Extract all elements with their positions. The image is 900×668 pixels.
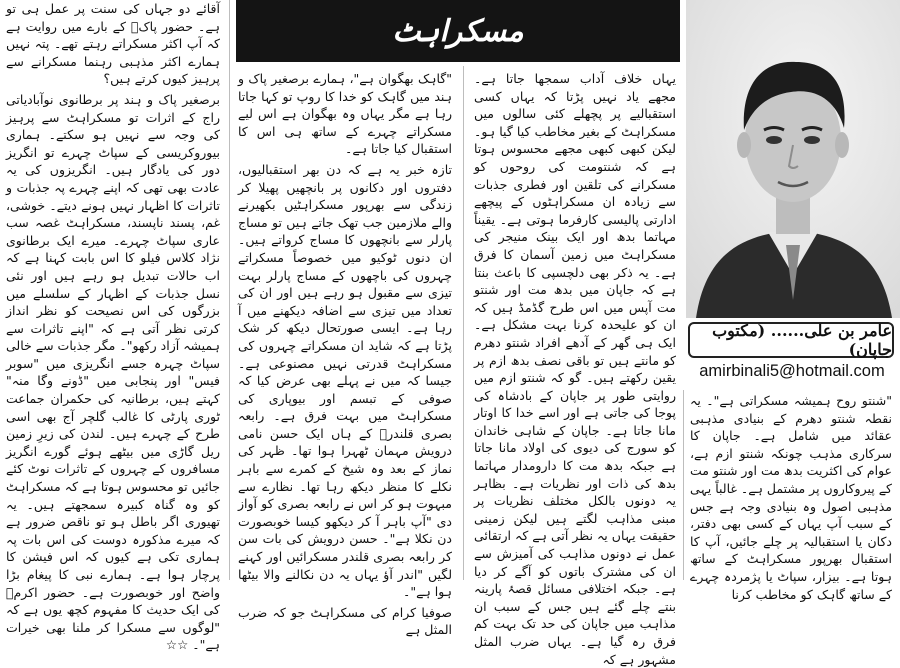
- paragraph: آقائے دو جہاں کی سنت پر عمل ہی تو ہے۔ حضور پاکؐ کے بارے میں روایت ہے کہ آپ اکثر مسکراتے رہتے تھے۔ پتہ نہیں ہمارے اکثر مذہبی رہنما مسکرانے سے پرہیز کیوں کرتے ہیں؟: [6, 1, 220, 87]
- paragraph: "شنتو روح ہمیشہ مسکراتی ہے"۔ یہ نقطہ شنتو دھرم کے بنیادی مذہبی عقائد میں شامل ہے۔ جاپان کا سرکاری مذہب چونکہ شنتو ازم ہے، عوام کی اکثریت بدھ مت اور شنتو مت کے پیروکاروں پر مشتمل ہے۔ غالباً یہی مذہبی اصول وہ بنیادی وجہ ہے جس کے سبب آپ یہاں کے کسی بھی دفتر، دکان یا استقبالیہ پر چلے جائیں، آپ کا استقبال بھرپور مسکراہٹ کے ساتھ ہوتا ہے۔ بیزار، سپاٹ یا پژمردہ چہرے کے ساتھ گاہک کو مخاطب کرنا: [690, 393, 892, 602]
- column-divider: [229, 0, 230, 580]
- author-byline: عامر بن علی...... (مکتوب جاپان): [712, 321, 892, 359]
- article-title: مسکراہٹ: [392, 13, 524, 49]
- author-portrait-illustration: [686, 0, 900, 318]
- article-column-1: [682, 392, 900, 602]
- author-byline-box: [688, 322, 894, 358]
- article-column-3: [232, 70, 458, 638]
- paragraph: برصغیر پاک و ہند پر برطانوی نوآبادیاتی راج کے اثرات تو مسکراہٹ سے پرہیز کی وجہ سے نہیں ہو سکتے۔ ہماری بیوروکریسی کے سپاٹ چہرے تو انگریز دور کی یادگار ہیں۔ انگریزوں کی یہ عادت بھی تھی کہ اپنے چہرے پہ جذبات و تاثرات کا اظہار نہیں ہونے دیتے۔ خوشی، غم، پسند ناپسند، مسکراہٹ غصہ سب عاری سپاٹ چہرے۔ میرے ایک برطانوی نژاد کلاس فیلو کا اس بابت کہنا ہے کہ اب حالات تبدیل ہو رہے ہیں اور نئی نسل جذبات کے اظہار کے سلسلے میں بزرگوں کی اس نصیحت کو نظر انداز کرتی نظر آتی ہے کہ "اپنے تاثرات سے ہمیشہ آزاد رکھو"۔ مگر جذبات سے خالی سپاٹ چہرہ جسے انگریزی میں "سوبر فیس" اور پنجابی میں "ڈونے وگا منہ" کہتے ہیں، برطانیہ کی حکمران جماعت ٹوری پارٹی کا غالب گلچر آج بھی اسی طرح کے چہرے ہیں۔ لندن کی زیرِ زمین ریل گاڑی میں بیٹھے ہوئے گورے انگریز مسافروں کے چہروں کے تاثرات نوٹ کئے جائیں تو محسوس ہوتا ہے کہ مسکراہٹ کو وہ گناہ کبیرہ سمجھتے ہیں۔ یہ تھیوری اگر باطل ہو تو ناقص ضرور ہے کہ میرے مذکورہ دوست کی اس بات پہ ہماری تکی ہے کیوں کہ اس فیشن کا پرچار ہوا ہے۔ ہمارے نبی کا پیغام بڑا واضح اور خوبصورت ہے۔ حضور اکرمؐ کی ایک حدیث کا مفہوم کچھ یوں ہے کہ "لوگوں سے مسکرا کر ملنا بھی خیرات ہے"۔ ☆☆: [6, 91, 220, 653]
- author-photo: [686, 0, 900, 318]
- article-title-banner: [236, 0, 680, 62]
- author-email: amirbinali5@hotmail.com: [699, 362, 885, 380]
- article-column-2: [468, 70, 682, 667]
- paragraph: "گاہک بھگوان ہے"، ہمارے برصغیر پاک و ہند میں گاہک کو خدا کا روپ تو کہا جاتا رہا ہے مگر یہاں وہ بھگوان ہے اس لیے مسکراتے چہرے کے ساتھ ہی اس کا استقبال کیا جاتا ہے۔: [238, 71, 452, 157]
- paragraph: صوفیا کرام کی مسکراہٹ جو کہ ضرب المثل ہے: [238, 604, 452, 638]
- article-column-4: [0, 0, 226, 653]
- column-divider: [463, 66, 464, 580]
- paragraph: یہاں خلاف آداب سمجھا جاتا ہے۔ مجھے یاد نہیں پڑتا کہ یہاں کسی استقبالیے پر پچھلے کئی سالوں میں مسکراہٹ کے بغیر مخاطب کیا گیا ہو۔ لیکن کبھی کبھی مجھے محسوس ہوتا ہے کہ شنتومت کی روحوں کو مسکرانے کی تلقین اور فطری جذبات سے زیادہ ان مسکراہٹوں کے پیچھے ادارتی پالیسی کارفرما ہوتی ہے۔ یقیناً مہاتما بدھ اور ایک بینک منیجر کی مسکراہٹ میں زمین آسمان کا فرق ہے۔ یہ ذکر بھی دلچسپی کا باعث بنتا ہے کہ جاپان میں بدھ مت اور شنتو مت آپس میں اس طرح گڈمڈ ہیں کہ ان کو علیحدہ کرنا بہت مشکل ہے۔ ایک ہی گھر کے آدھے افراد شنتو دھرم کو مانتے ہیں تو باقی نصف بدھ ازم پر یقین رکھتے ہیں۔ گو کہ شنتو ازم میں روایتی طور پر جاپان کے بادشاہ کی پوجا کی جاتی ہے اور اسے خدا کا اوتار مانا جاتا ہے۔ جاپان کے شاہی خاندان کو سورج کی دیوی کی اولاد مانا جاتا ہے جبکہ بدھ مت کا دارومدار مہاتما بدھ کی ذات اور نظریات ہے۔ بظاہر یہ دونوں بالکل مختلف نظریات پر مبنی مذاہب لگتے ہیں لیکن زمینی حقیقت یہاں یہ نظر آتی ہے کہ ارتقائی عمل نے دونوں مذاہب کی آمیزش سے ان کی مشترک باتوں کو آگے کر دیا ہے۔ جبکہ اختلافی مسائل قصۂ پارینہ بنتے چلے گئے ہیں جس کے سبب ان مذاہب میں جاپان کی حد تک بہت کم فرق رہ گیا ہے۔ یہاں ضرب المثل مشہور ہے کہ: [474, 71, 676, 667]
- paragraph: تازہ خبر یہ ہے کہ دن بھر استقبالیوں، دفتروں اور دکانوں پر بانچھیں پھیلا کر زندگی سے بھرپور مسکراہٹیں بکھیرنے والے ملازمین جب تھک جاتے ہیں تو مساج پارلر سے بانچھوں کا مساج کرواتے ہیں۔ ان دنوں ٹوکیو میں خصوصاً مسکراتے چہروں کی باچھوں کے مساج پارلر بہت تیزی سے مقبول ہو رہے ہیں اور ان کی تعداد میں تیزی سے اضافہ دیکھنے میں آ رہا ہے۔ ایسی صورتحال دیکھ کر شک پڑتا ہے کہ شاید ان مسکراتے چہروں کی مسکراہٹ قدرتی نہیں مصنوعی ہے۔ جیسا کہ میں نے پہلے بھی عرض کیا کہ صوفی کے تبسم اور بیوپاری کی مسکراہٹ میں بہت فرق ہے۔ رابعہ بصری قلندرؒ کے ہاں ایک حسن نامی درویش مہمان ٹھہرا ہوا تھا۔ ظہر کی نماز کے بعد وہ شیخ کے کمرے سے باہر نکلے کا منظر دیکھ رہا تھا۔ نظارے سے مبہوت ہو کر اس نے رابعہ بصری کو آواز دی "آپ باہر آ کر دیکھو کیسا خوبصورت دن نکلا ہے"۔ حسن درویش کی بات سن کر رابعہ بصری قلندر مسکرائیں اور کہنے لگیں "اندر آؤ یہاں یہ دن نکالنے والا بیٹھا ہوا ہے"۔: [238, 161, 452, 600]
